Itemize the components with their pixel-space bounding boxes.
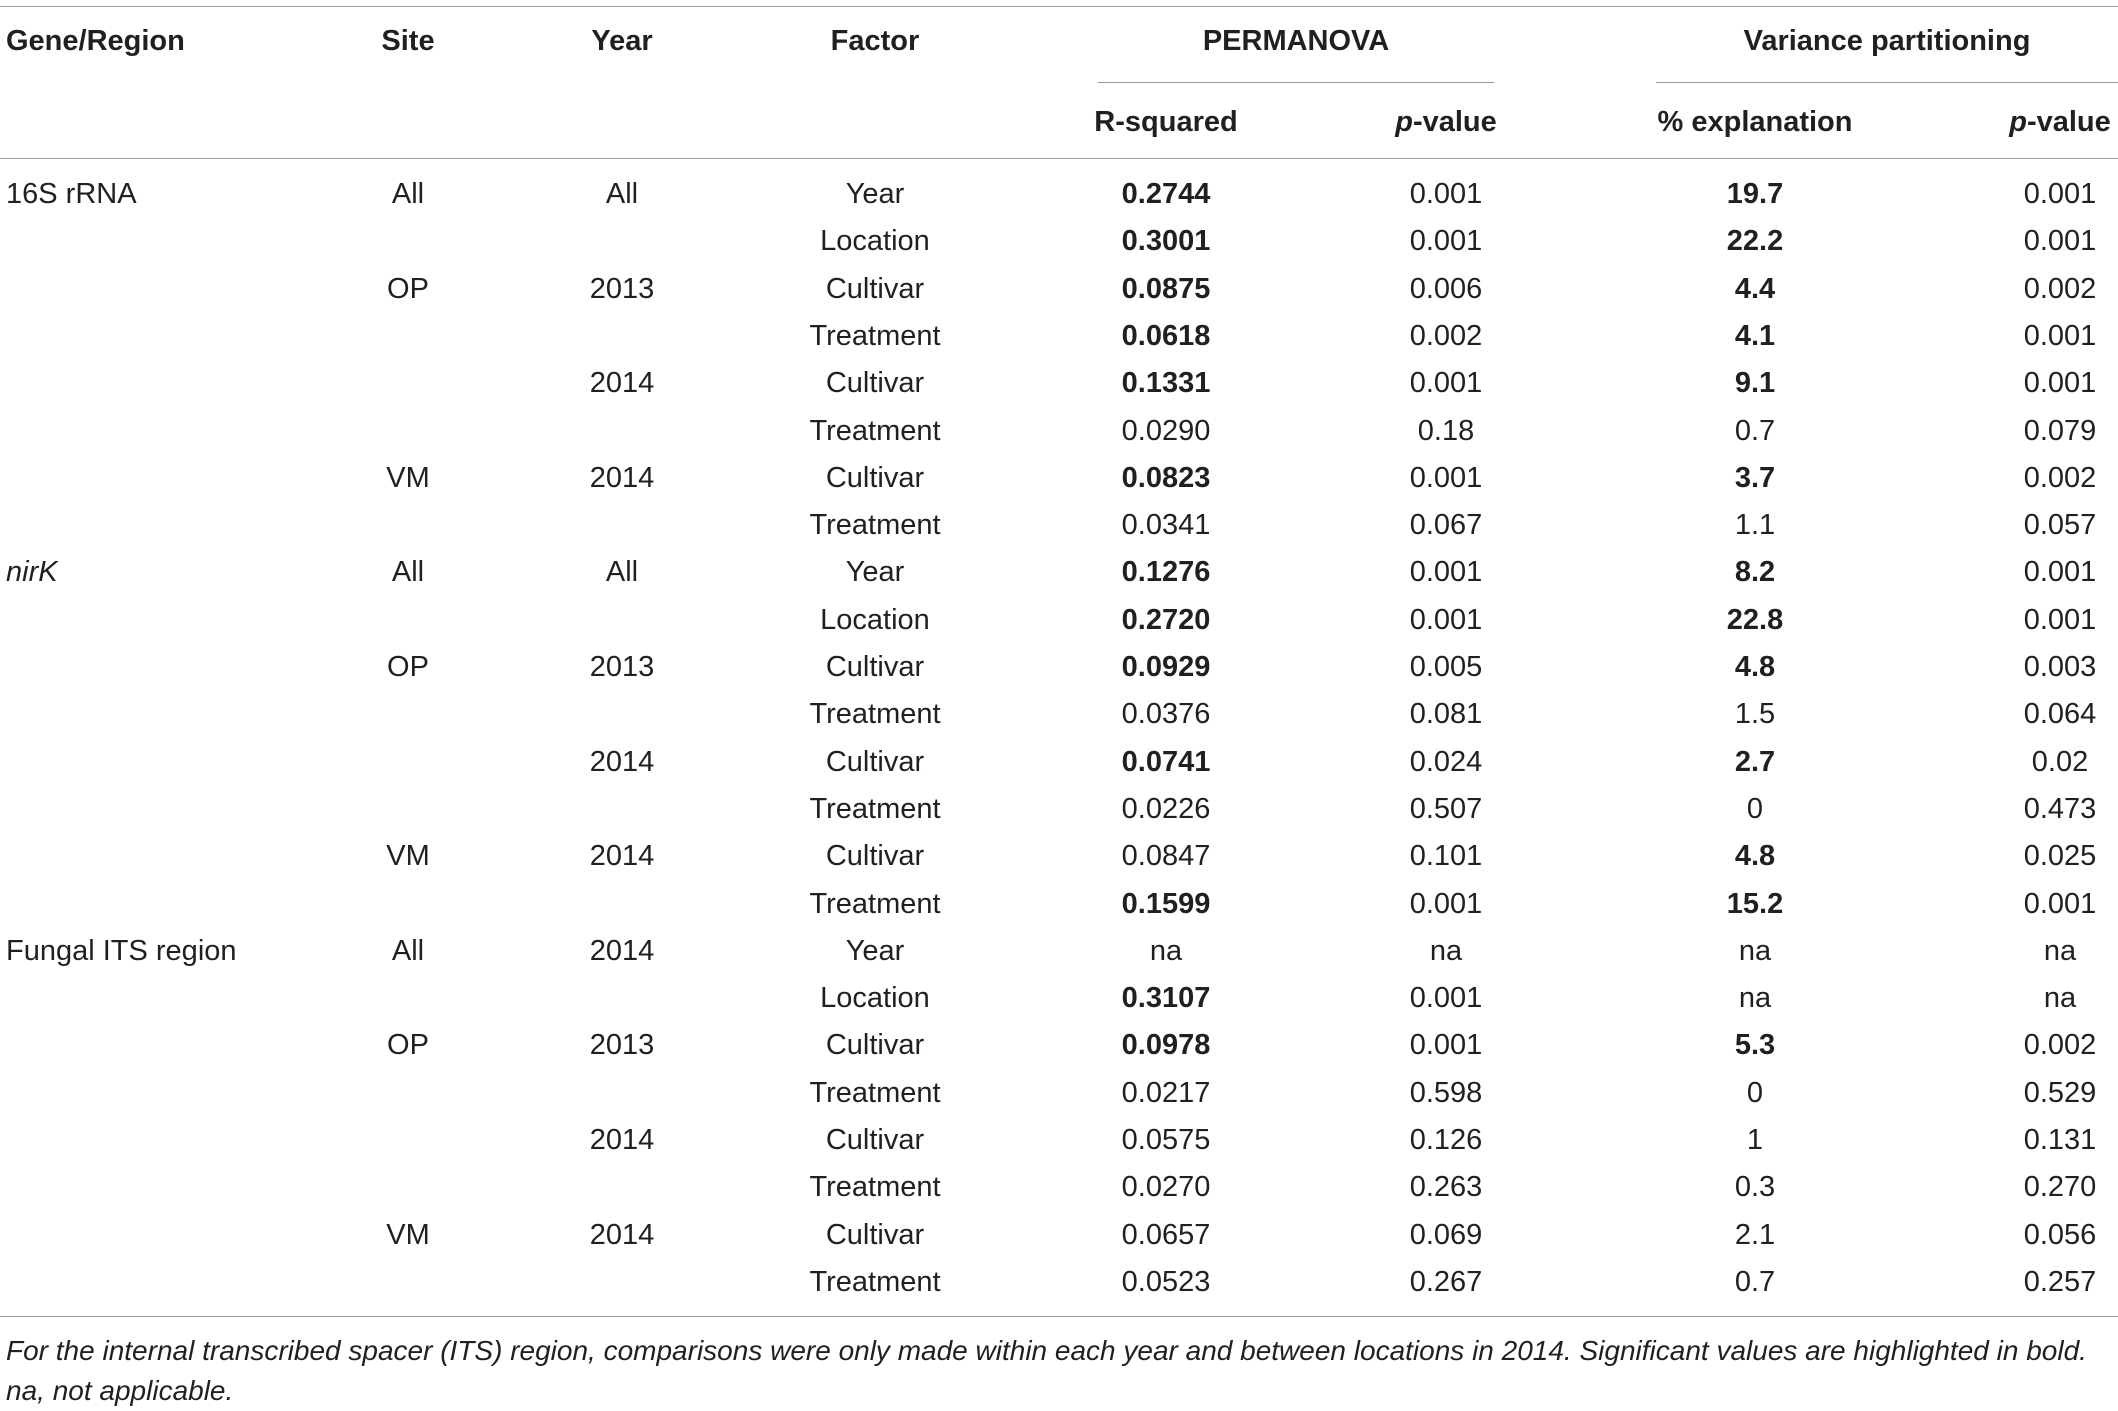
- cell-year: 2013: [589, 651, 655, 683]
- cell-site: OP: [387, 651, 429, 683]
- cell-p-value-variance: 0.529: [2023, 1077, 2097, 1109]
- cell-r-squared: 0.1276: [1121, 556, 1211, 588]
- p-suffix: -value: [2026, 106, 2111, 138]
- cell-r-squared: 0.0217: [1121, 1077, 1211, 1109]
- cell-r-squared: 0.2744: [1121, 178, 1211, 210]
- header-gene-region: Gene/Region: [6, 25, 185, 57]
- cell-p-value-permanova: 0.002: [1409, 320, 1483, 352]
- cell-factor: Treatment: [809, 320, 941, 352]
- cell-p-value-permanova: 0.001: [1409, 225, 1483, 257]
- cell-r-squared: 0.3107: [1121, 982, 1211, 1014]
- cell-p-value-permanova: 0.081: [1409, 698, 1483, 730]
- cell-p-value-permanova: 0.263: [1409, 1171, 1483, 1203]
- cell-year: 2014: [589, 1124, 655, 1156]
- cell-p-value-variance: 0.001: [2023, 556, 2097, 588]
- cell-p-value-variance: 0.270: [2023, 1171, 2097, 1203]
- cell-pct-explanation: 0: [1746, 793, 1764, 825]
- cell-site: VM: [386, 1219, 430, 1251]
- cell-pct-explanation: 3.7: [1734, 462, 1776, 494]
- cell-pct-explanation: 4.4: [1734, 273, 1776, 305]
- header-r-squared: R-squared: [1094, 106, 1238, 138]
- cell-factor: Cultivar: [825, 840, 925, 872]
- cell-p-value-permanova: 0.18: [1417, 415, 1475, 447]
- cell-factor: Treatment: [809, 793, 941, 825]
- cell-p-value-variance: 0.079: [2023, 415, 2097, 447]
- header-p-value-variance: [2009, 105, 2111, 139]
- cell-p-value-permanova: 0.001: [1409, 604, 1483, 636]
- p-suffix: -value: [1412, 106, 1497, 138]
- cell-p-value-variance: 0.064: [2023, 698, 2097, 730]
- cell-p-value-variance: 0.002: [2023, 1029, 2097, 1061]
- cell-pct-explanation: na: [1738, 935, 1772, 967]
- cell-p-value-variance: na: [2043, 935, 2077, 967]
- cell-factor: Treatment: [809, 1171, 941, 1203]
- cell-p-value-variance: 0.001: [2023, 888, 2097, 920]
- cell-site: VM: [386, 462, 430, 494]
- cell-p-value-permanova: 0.001: [1409, 888, 1483, 920]
- cell-pct-explanation: 15.2: [1726, 888, 1784, 920]
- cell-r-squared: na: [1149, 935, 1183, 967]
- cell-p-value-permanova: 0.001: [1409, 982, 1483, 1014]
- cell-r-squared: 0.0929: [1121, 651, 1211, 683]
- cell-factor: Location: [820, 225, 930, 257]
- cell-factor: Treatment: [809, 509, 941, 541]
- cell-p-value-variance: 0.056: [2023, 1219, 2097, 1251]
- footnote-line-1: For the internal transcribed spacer (ITS) region, comparisons were only made within each year and between locations in 2014. Significant values are highlighted in bold.: [6, 1335, 2087, 1366]
- cell-p-value-permanova: 0.069: [1409, 1219, 1483, 1251]
- cell-factor: Treatment: [809, 1077, 941, 1109]
- cell-r-squared: 0.0341: [1121, 509, 1211, 541]
- cell-r-squared: 0.0847: [1121, 840, 1211, 872]
- cell-pct-explanation: 4.8: [1734, 840, 1776, 872]
- cell-pct-explanation: 4.1: [1734, 320, 1776, 352]
- cell-pct-explanation: 1: [1746, 1124, 1764, 1156]
- cell-p-value-permanova: 0.001: [1409, 367, 1483, 399]
- cell-p-value-variance: 0.025: [2023, 840, 2097, 872]
- cell-p-value-variance: 0.001: [2023, 367, 2097, 399]
- cell-year: 2013: [589, 273, 655, 305]
- cell-gene: nirK: [6, 556, 58, 588]
- cell-year: 2014: [589, 1219, 655, 1251]
- cell-r-squared: 0.0618: [1121, 320, 1211, 352]
- cell-site: VM: [386, 840, 430, 872]
- cell-factor: Cultivar: [825, 1029, 925, 1061]
- cell-r-squared: 0.0875: [1121, 273, 1211, 305]
- cell-site: All: [391, 935, 425, 967]
- cell-year: 2014: [589, 462, 655, 494]
- footnote-line-2: na, not applicable.: [6, 1375, 234, 1406]
- cell-r-squared: 0.0523: [1121, 1266, 1211, 1298]
- cell-p-value-permanova: 0.001: [1409, 556, 1483, 588]
- cell-pct-explanation: 2.7: [1734, 746, 1776, 778]
- cell-factor: Cultivar: [825, 367, 925, 399]
- cell-p-value-variance: 0.02: [2031, 746, 2089, 778]
- cell-p-value-variance: 0.057: [2023, 509, 2097, 541]
- cell-r-squared: 0.0226: [1121, 793, 1211, 825]
- permanova-underline: [1098, 82, 1494, 83]
- header-bottom-rule: [0, 158, 2118, 159]
- cell-r-squared: 0.0376: [1121, 698, 1211, 730]
- table-footnote: [6, 1331, 2106, 1411]
- cell-site: OP: [387, 273, 429, 305]
- cell-pct-explanation: 22.8: [1726, 604, 1784, 636]
- cell-pct-explanation: 0.7: [1734, 1266, 1776, 1298]
- cell-p-value-permanova: 0.598: [1409, 1077, 1483, 1109]
- cell-pct-explanation: 1.1: [1734, 509, 1776, 541]
- cell-year: All: [605, 178, 639, 210]
- cell-p-value-variance: 0.002: [2023, 462, 2097, 494]
- cell-p-value-variance: 0.473: [2023, 793, 2097, 825]
- cell-pct-explanation: 0: [1746, 1077, 1764, 1109]
- cell-r-squared: 0.0978: [1121, 1029, 1211, 1061]
- cell-r-squared: 0.1331: [1121, 367, 1211, 399]
- cell-factor: Location: [820, 982, 930, 1014]
- cell-factor: Cultivar: [825, 462, 925, 494]
- cell-p-value-variance: 0.001: [2023, 225, 2097, 257]
- cell-p-value-variance: na: [2043, 982, 2077, 1014]
- cell-pct-explanation: na: [1738, 982, 1772, 1014]
- cell-p-value-variance: 0.131: [2023, 1124, 2097, 1156]
- cell-year: All: [605, 556, 639, 588]
- cell-p-value-permanova: 0.001: [1409, 178, 1483, 210]
- cell-r-squared: 0.1599: [1121, 888, 1211, 920]
- p-italic: p: [2009, 106, 2027, 138]
- cell-pct-explanation: 19.7: [1726, 178, 1784, 210]
- cell-gene: 16S rRNA: [6, 178, 137, 210]
- cell-r-squared: 0.0657: [1121, 1219, 1211, 1251]
- cell-factor: Treatment: [809, 888, 941, 920]
- cell-r-squared: 0.0575: [1121, 1124, 1211, 1156]
- cell-p-value-permanova: 0.067: [1409, 509, 1483, 541]
- cell-factor: Cultivar: [825, 651, 925, 683]
- cell-r-squared: 0.3001: [1121, 225, 1211, 257]
- cell-p-value-variance: 0.003: [2023, 651, 2097, 683]
- cell-gene: Fungal ITS region: [6, 935, 237, 967]
- header-pct-explanation: % explanation: [1657, 106, 1853, 138]
- cell-factor: Cultivar: [825, 273, 925, 305]
- cell-pct-explanation: 8.2: [1734, 556, 1776, 588]
- cell-pct-explanation: 5.3: [1734, 1029, 1776, 1061]
- cell-pct-explanation: 0.3: [1734, 1171, 1776, 1203]
- cell-factor: Cultivar: [825, 1219, 925, 1251]
- p-italic: p: [1395, 106, 1413, 138]
- header-year: Year: [591, 25, 653, 57]
- cell-p-value-variance: 0.001: [2023, 320, 2097, 352]
- cell-factor: Treatment: [809, 698, 941, 730]
- cell-pct-explanation: 9.1: [1734, 367, 1776, 399]
- cell-pct-explanation: 0.7: [1734, 415, 1776, 447]
- cell-p-value-permanova: 0.267: [1409, 1266, 1483, 1298]
- cell-p-value-permanova: 0.126: [1409, 1124, 1483, 1156]
- cell-pct-explanation: 2.1: [1734, 1219, 1776, 1251]
- cell-year: 2014: [589, 840, 655, 872]
- cell-factor: Cultivar: [825, 1124, 925, 1156]
- cell-factor: Treatment: [809, 415, 941, 447]
- cell-p-value-permanova: 0.001: [1409, 462, 1483, 494]
- cell-year: 2014: [589, 367, 655, 399]
- cell-factor: Year: [845, 178, 905, 210]
- cell-p-value-permanova: 0.005: [1409, 651, 1483, 683]
- cell-p-value-permanova: 0.101: [1409, 840, 1483, 872]
- cell-p-value-permanova: 0.001: [1409, 1029, 1483, 1061]
- cell-pct-explanation: 22.2: [1726, 225, 1784, 257]
- header-variance-partitioning: Variance partitioning: [1743, 25, 2031, 57]
- cell-year: 2013: [589, 1029, 655, 1061]
- cell-r-squared: 0.0823: [1121, 462, 1211, 494]
- header-factor: Factor: [830, 25, 920, 57]
- cell-r-squared: 0.0741: [1121, 746, 1211, 778]
- header-permanova: PERMANOVA: [1202, 25, 1390, 57]
- header-p-value-permanova: [1395, 105, 1497, 139]
- cell-p-value-permanova: 0.507: [1409, 793, 1483, 825]
- cell-factor: Treatment: [809, 1266, 941, 1298]
- cell-year: 2014: [589, 746, 655, 778]
- cell-site: All: [391, 178, 425, 210]
- cell-factor: Cultivar: [825, 746, 925, 778]
- cell-factor: Year: [845, 935, 905, 967]
- cell-p-value-variance: 0.257: [2023, 1266, 2097, 1298]
- cell-r-squared: 0.2720: [1121, 604, 1211, 636]
- cell-p-value-variance: 0.001: [2023, 178, 2097, 210]
- cell-p-value-variance: 0.002: [2023, 273, 2097, 305]
- cell-p-value-permanova: 0.024: [1409, 746, 1483, 778]
- cell-factor: Year: [845, 556, 905, 588]
- cell-pct-explanation: 4.8: [1734, 651, 1776, 683]
- cell-p-value-variance: 0.001: [2023, 604, 2097, 636]
- cell-r-squared: 0.0290: [1121, 415, 1211, 447]
- cell-p-value-permanova: na: [1429, 935, 1463, 967]
- variance-underline: [1656, 82, 2118, 83]
- top-rule: [0, 6, 2118, 7]
- cell-p-value-permanova: 0.006: [1409, 273, 1483, 305]
- cell-pct-explanation: 1.5: [1734, 698, 1776, 730]
- cell-site: All: [391, 556, 425, 588]
- cell-r-squared: 0.0270: [1121, 1171, 1211, 1203]
- cell-site: OP: [387, 1029, 429, 1061]
- cell-factor: Location: [820, 604, 930, 636]
- table-bottom-rule: [0, 1316, 2118, 1317]
- cell-year: 2014: [589, 935, 655, 967]
- header-site: Site: [381, 25, 435, 57]
